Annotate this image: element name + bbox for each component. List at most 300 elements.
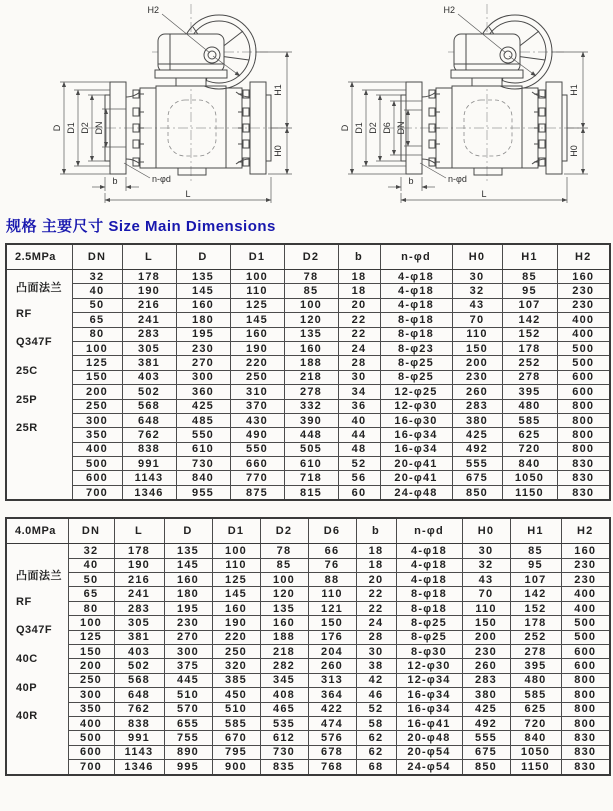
table-row [6, 284, 610, 298]
column-header: H2 [561, 518, 610, 544]
table-cell: 220 [230, 356, 284, 370]
table-cell: 66 [308, 544, 356, 558]
dim-label-b: b [112, 176, 118, 186]
table-cell: 510 [164, 688, 212, 702]
table-cell: 28 [338, 356, 380, 370]
table-cell: 200 [72, 385, 122, 399]
pressure-label: 4.0MPa [6, 518, 68, 544]
table-cell: 4-φ18 [380, 270, 452, 284]
table-cell: 310 [230, 385, 284, 399]
table-cell: 270 [164, 630, 212, 644]
column-header: H1 [502, 244, 557, 270]
table-cell: 838 [122, 442, 176, 456]
table-cell: 20-φ48 [396, 731, 462, 745]
table-cell: 48 [338, 442, 380, 456]
table-cell: 121 [308, 601, 356, 615]
technical-drawings [0, 0, 613, 212]
table-cell: 142 [510, 587, 561, 601]
table-cell: 283 [452, 399, 502, 413]
table-cell: 955 [176, 485, 230, 500]
flange-type-label: 25C [16, 365, 38, 378]
table-cell: 480 [502, 399, 557, 413]
table-cell: 385 [212, 673, 260, 687]
table-cell: 12-φ30 [380, 399, 452, 413]
table-cell: 70 [452, 313, 502, 327]
flange-type-label: 40P [16, 681, 38, 694]
table-cell: 610 [284, 457, 338, 471]
dim-label-h1: H1 [569, 84, 579, 96]
table-row [6, 413, 610, 427]
table-cell: 250 [68, 673, 114, 687]
table-cell: 160 [260, 616, 308, 630]
table-cell: 8-φ25 [396, 616, 462, 630]
table-cell: 305 [122, 341, 176, 355]
table-cell: 600 [561, 644, 610, 658]
dim-label-b: b [408, 176, 414, 186]
table-cell: 835 [260, 760, 308, 775]
table-body [6, 544, 610, 775]
table-cell: 20-φ54 [396, 745, 462, 759]
table-cell: 78 [284, 270, 338, 284]
table-cell: 24-φ48 [380, 485, 452, 500]
table-cell: 283 [462, 673, 510, 687]
table-header [6, 518, 610, 544]
flange-type-labels [6, 270, 72, 501]
section-title-en: Size Main Dimensions [108, 218, 276, 235]
table-cell: 160 [284, 341, 338, 355]
table-row [6, 659, 610, 673]
table-cell: 22 [356, 601, 396, 615]
table-cell: 408 [260, 688, 308, 702]
table-cell: 16-φ34 [396, 702, 462, 716]
table-cell: 625 [510, 702, 561, 716]
flange-type-label: 25R [16, 422, 38, 435]
table-cell: 32 [72, 270, 122, 284]
table-cell: 675 [462, 745, 510, 759]
table-cell: 70 [462, 587, 510, 601]
table-cell: 58 [356, 716, 396, 730]
table-cell: 195 [164, 601, 212, 615]
table-cell: 768 [308, 760, 356, 775]
table-cell: 485 [176, 413, 230, 427]
table-row [6, 442, 610, 456]
table-cell: 43 [452, 298, 502, 312]
dimensions-table-2-5mpa [5, 243, 611, 501]
table-cell: 88 [308, 573, 356, 587]
table-cell: 313 [308, 673, 356, 687]
table-cell: 145 [176, 284, 230, 298]
table-cell: 830 [557, 485, 610, 500]
table-cell: 142 [502, 313, 557, 327]
column-header: DN [68, 518, 114, 544]
table-cell: 145 [164, 558, 212, 572]
table-cell: 40 [338, 413, 380, 427]
table-cell: 403 [114, 644, 164, 658]
table-cell: 152 [510, 601, 561, 615]
table-cell: 160 [164, 573, 212, 587]
table-cell: 22 [338, 313, 380, 327]
table-cell: 40 [72, 284, 122, 298]
table-cell: 648 [122, 413, 176, 427]
column-header: D1 [230, 244, 284, 270]
table-body [6, 270, 610, 501]
table-cell: 500 [561, 630, 610, 644]
table-cell: 135 [260, 601, 308, 615]
table-cell: 20-φ41 [380, 471, 452, 485]
table-cell: 160 [557, 270, 610, 284]
table-cell: 800 [557, 442, 610, 456]
dim-label-h2: H2 [443, 5, 455, 15]
table-cell: 241 [122, 313, 176, 327]
header-row [6, 518, 610, 544]
table-cell: 576 [308, 731, 356, 745]
table-cell: 490 [230, 428, 284, 442]
table-cell: 20 [338, 298, 380, 312]
table-cell: 370 [230, 399, 284, 413]
table-cell: 16-φ34 [380, 428, 452, 442]
flange-type-label: RF [16, 595, 32, 608]
table-cell: 425 [452, 428, 502, 442]
table-cell: 1143 [114, 745, 164, 759]
table-cell: 150 [452, 341, 502, 355]
table-cell: 30 [452, 270, 502, 284]
table-cell: 24 [338, 341, 380, 355]
table-cell: 145 [212, 587, 260, 601]
table-cell: 135 [176, 270, 230, 284]
table-cell: 400 [561, 601, 610, 615]
table-cell: 535 [260, 716, 308, 730]
column-header: H2 [557, 244, 610, 270]
table-cell: 152 [502, 327, 557, 341]
column-header: n-φd [396, 518, 462, 544]
table-cell: 125 [212, 573, 260, 587]
table-cell: 16-φ34 [380, 442, 452, 456]
table-cell: 18 [356, 558, 396, 572]
table-cell: 178 [114, 544, 164, 558]
column-header: D2 [284, 244, 338, 270]
table-cell: 4-φ18 [396, 544, 462, 558]
table-cell: 145 [230, 313, 284, 327]
table-cell: 1150 [510, 760, 561, 775]
column-header: D2 [260, 518, 308, 544]
table-row [6, 356, 610, 370]
table-cell: 8-φ23 [380, 341, 452, 355]
table-cell: 320 [212, 659, 260, 673]
column-header: n-φd [380, 244, 452, 270]
table-cell: 190 [114, 558, 164, 572]
table-cell: 800 [557, 413, 610, 427]
table-cell: 840 [176, 471, 230, 485]
table-cell: 502 [122, 385, 176, 399]
table-cell: 230 [561, 573, 610, 587]
table-cell: 20 [356, 573, 396, 587]
table-cell: 110 [308, 587, 356, 601]
table-cell: 612 [260, 731, 308, 745]
table-cell: 107 [510, 573, 561, 587]
table-cell: 830 [561, 731, 610, 745]
table-cell: 425 [462, 702, 510, 716]
table-cell: 510 [212, 702, 260, 716]
table-cell: 190 [230, 341, 284, 355]
table-cell: 178 [510, 616, 561, 630]
flange-type-label: 凸面法兰 [16, 570, 62, 583]
table-cell: 795 [212, 745, 260, 759]
table-cell: 62 [356, 731, 396, 745]
table-cell: 555 [452, 457, 502, 471]
table-cell: 107 [502, 298, 557, 312]
column-header: b [338, 244, 380, 270]
table-cell: 991 [114, 731, 164, 745]
table-cell: 492 [452, 442, 502, 456]
table-cell: 400 [557, 327, 610, 341]
table-row [6, 428, 610, 442]
table-cell: 40 [68, 558, 114, 572]
table-cell: 4-φ18 [396, 573, 462, 587]
table-cell: 480 [510, 673, 561, 687]
table-cell: 800 [557, 428, 610, 442]
table-cell: 218 [260, 644, 308, 658]
table-row [6, 298, 610, 312]
flange-type-label: Q347F [16, 336, 53, 349]
table-cell: 260 [452, 385, 502, 399]
table-cell: 381 [114, 630, 164, 644]
table-cell: 830 [561, 760, 610, 775]
table-cell: 278 [502, 370, 557, 384]
table-cell: 500 [557, 356, 610, 370]
table-row [6, 601, 610, 615]
column-header: D1 [212, 518, 260, 544]
table-row [6, 716, 610, 730]
table-cell: 600 [561, 659, 610, 673]
table-cell: 62 [356, 745, 396, 759]
table-cell: 300 [68, 688, 114, 702]
table-cell: 30 [338, 370, 380, 384]
table-cell: 18 [338, 270, 380, 284]
table-cell: 160 [230, 327, 284, 341]
table-cell: 68 [356, 760, 396, 775]
table-cell: 95 [502, 284, 557, 298]
table-cell: 38 [356, 659, 396, 673]
pressure-label: 2.5MPa [6, 244, 72, 270]
table-cell: 282 [260, 659, 308, 673]
table-cell: 400 [557, 313, 610, 327]
table-cell: 150 [308, 616, 356, 630]
table-cell: 180 [176, 313, 230, 327]
dim-label-d: D [52, 124, 62, 132]
dim-label-d2: D2 [80, 122, 90, 134]
table-cell: 200 [462, 630, 510, 644]
table-cell: 585 [212, 716, 260, 730]
table-cell: 1050 [502, 471, 557, 485]
table-cell: 400 [72, 442, 122, 456]
table-cell: 65 [72, 313, 122, 327]
table-cell: 450 [212, 688, 260, 702]
table-row [6, 673, 610, 687]
table-cell: 30 [462, 544, 510, 558]
table-cell: 500 [68, 731, 114, 745]
table-cell: 585 [502, 413, 557, 427]
dim-label-l: L [481, 189, 487, 199]
table-cell: 448 [284, 428, 338, 442]
table-cell: 230 [557, 298, 610, 312]
table-cell: 22 [338, 327, 380, 341]
table-cell: 52 [338, 457, 380, 471]
table-cell: 80 [72, 327, 122, 341]
table-cell: 8-φ25 [380, 370, 452, 384]
table-cell: 100 [284, 298, 338, 312]
table-cell: 120 [284, 313, 338, 327]
table-cell: 230 [164, 616, 212, 630]
table-cell: 815 [284, 485, 338, 500]
table-cell: 500 [561, 616, 610, 630]
table-cell: 8-φ18 [396, 587, 462, 601]
flange-type-labels [6, 544, 68, 775]
dim-label-h2: H2 [147, 5, 159, 15]
table-cell: 400 [561, 587, 610, 601]
table-cell: 850 [462, 760, 510, 775]
column-header: L [114, 518, 164, 544]
table-cell: 190 [212, 616, 260, 630]
table-cell: 720 [502, 442, 557, 456]
table-cell: 700 [68, 760, 114, 775]
table-cell: 125 [230, 298, 284, 312]
table-cell: 218 [284, 370, 338, 384]
dim-label-h0: H0 [569, 145, 579, 157]
table-cell: 283 [122, 327, 176, 341]
column-header: H0 [462, 518, 510, 544]
table-cell: 16-φ41 [396, 716, 462, 730]
table-cell: 18 [356, 544, 396, 558]
table-row [6, 370, 610, 384]
table-cell: 252 [510, 630, 561, 644]
table-cell: 1346 [122, 485, 176, 500]
column-header: H1 [510, 518, 561, 544]
valve-drawing-left [52, 4, 292, 203]
table-cell: 150 [462, 616, 510, 630]
table-cell: 660 [230, 457, 284, 471]
table-cell: 278 [284, 385, 338, 399]
table-cell: 4-φ18 [380, 284, 452, 298]
table-cell: 110 [452, 327, 502, 341]
table-cell: 850 [452, 485, 502, 500]
table-cell: 8-φ18 [380, 327, 452, 341]
table-cell: 800 [557, 399, 610, 413]
header-row [6, 244, 610, 270]
table-cell: 300 [72, 413, 122, 427]
table-cell: 380 [452, 413, 502, 427]
table-cell: 200 [452, 356, 502, 370]
flange-type-label: 40C [16, 653, 38, 666]
table-cell: 718 [284, 471, 338, 485]
table-cell: 600 [557, 385, 610, 399]
dim-label-h0: H0 [273, 145, 283, 157]
table-cell: 46 [356, 688, 396, 702]
table-cell: 550 [230, 442, 284, 456]
column-header: L [122, 244, 176, 270]
dim-label-l: L [185, 189, 191, 199]
table-cell: 28 [356, 630, 396, 644]
table-cell: 160 [561, 544, 610, 558]
table-cell: 1346 [114, 760, 164, 775]
table-cell: 80 [68, 601, 114, 615]
table-row [6, 270, 610, 284]
table-cell: 345 [260, 673, 308, 687]
table-cell: 8-φ18 [396, 601, 462, 615]
table-cell: 600 [557, 370, 610, 384]
table-cell: 1143 [122, 471, 176, 485]
table-cell: 18 [338, 284, 380, 298]
table-cell: 570 [164, 702, 212, 716]
table-cell: 110 [230, 284, 284, 298]
table-cell: 110 [212, 558, 260, 572]
table-row [6, 399, 610, 413]
table-cell: 56 [338, 471, 380, 485]
dim-label-bolt-holes: n-φd [448, 174, 467, 184]
table-cell: 16-φ30 [380, 413, 452, 427]
table-cell: 60 [338, 485, 380, 500]
table-cell: 610 [176, 442, 230, 456]
dim-label-h1: H1 [273, 84, 283, 96]
table-cell: 16-φ34 [396, 688, 462, 702]
table-cell: 32 [68, 544, 114, 558]
table-cell: 34 [338, 385, 380, 399]
table-cell: 100 [230, 270, 284, 284]
table-cell: 890 [164, 745, 212, 759]
table-cell: 95 [510, 558, 561, 572]
table-cell: 204 [308, 644, 356, 658]
table-cell: 12-φ34 [396, 673, 462, 687]
table-cell: 350 [68, 702, 114, 716]
table-cell: 24-φ54 [396, 760, 462, 775]
table-cell: 42 [356, 673, 396, 687]
column-header: D6 [308, 518, 356, 544]
table-cell: 500 [72, 457, 122, 471]
table-cell: 85 [284, 284, 338, 298]
table-cell: 12-φ25 [380, 385, 452, 399]
table-cell: 260 [462, 659, 510, 673]
dimensions-table-4-0mpa [5, 517, 611, 775]
flange-type-label: 凸面法兰 [16, 282, 62, 295]
table-cell: 838 [114, 716, 164, 730]
table-cell: 800 [561, 716, 610, 730]
table-row [6, 688, 610, 702]
table-cell: 135 [164, 544, 212, 558]
table-cell: 100 [68, 616, 114, 630]
table-cell: 678 [308, 745, 356, 759]
table-cell: 150 [72, 370, 122, 384]
section-title [6, 216, 613, 238]
table-cell: 36 [338, 399, 380, 413]
table-cell: 568 [114, 673, 164, 687]
table-cell: 85 [510, 544, 561, 558]
table-row [6, 385, 610, 399]
column-header: DN [72, 244, 122, 270]
table-cell: 76 [308, 558, 356, 572]
table-cell: 216 [114, 573, 164, 587]
table-cell: 250 [72, 399, 122, 413]
table-cell: 445 [164, 673, 212, 687]
table-cell: 160 [176, 298, 230, 312]
table-cell: 100 [260, 573, 308, 587]
table-cell: 110 [462, 601, 510, 615]
flange-type-label: RF [16, 307, 32, 320]
table-cell: 465 [260, 702, 308, 716]
table-cell: 50 [72, 298, 122, 312]
table-cell: 830 [561, 745, 610, 759]
table-cell: 278 [510, 644, 561, 658]
table-cell: 390 [284, 413, 338, 427]
table-row [6, 644, 610, 658]
